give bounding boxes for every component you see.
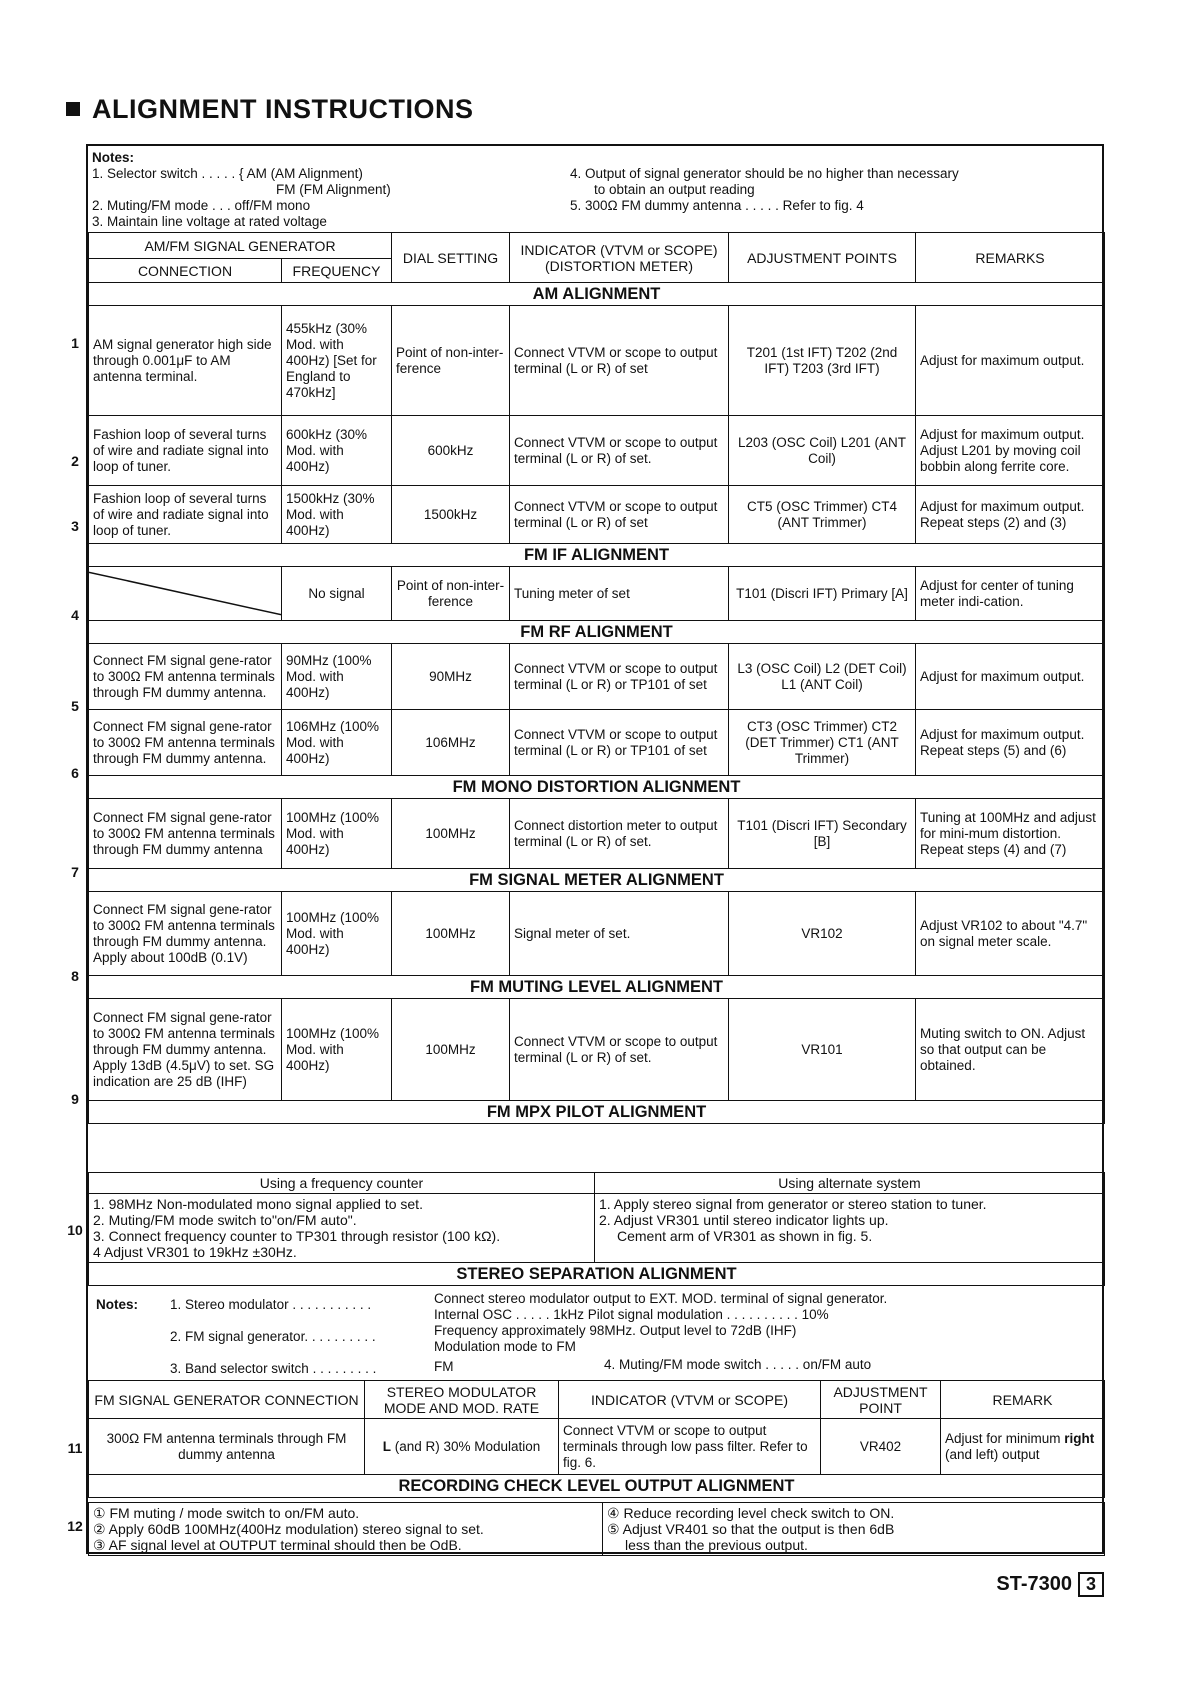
cell-indicator: Connect VTVM or scope to output terminal (L or R) of set.	[510, 416, 729, 486]
table-row	[89, 799, 1105, 869]
notes-right	[570, 166, 1090, 214]
diagonal-line	[89, 567, 281, 620]
table-row	[89, 306, 1105, 416]
cell-connection: Fashion loop of several turns of wire and radiate signal into loop of tuner.	[89, 416, 282, 486]
mpx-step: 1. 98MHz Non-modulated mono signal applied to set.	[93, 1196, 423, 1212]
mpx-table	[88, 1172, 1105, 1286]
stereo-notes	[96, 1291, 1096, 1377]
recording-step: ① FM muting / mode switch to on/FM auto.	[93, 1505, 360, 1521]
recording-right-steps	[603, 1503, 1105, 1556]
step-number: 12	[67, 1518, 83, 1534]
remark-text: (and left) output	[945, 1446, 1040, 1462]
cell-indicator: Signal meter of set.	[510, 892, 729, 976]
cell-remarks: Tuning at 100MHz and adjust for mini-mum distortion. Repeat steps (4) and (7)	[916, 799, 1105, 869]
cell-dial: Point of non-inter-ference	[392, 306, 510, 416]
table-row	[89, 416, 1105, 486]
section-fm-signal: FM SIGNAL METER ALIGNMENT	[89, 869, 1105, 892]
cell-adjustment: T201 (1st IFT) T202 (2nd IFT) T203 (3rd IFT)	[729, 306, 916, 416]
modulator-channel: L	[382, 1438, 391, 1454]
recording-step: less than the previous output.	[625, 1537, 808, 1553]
cell-frequency: No signal	[282, 567, 392, 621]
cell-frequency: 100MHz (100% Mod. with 400Hz)	[282, 892, 392, 976]
mpx-left-steps	[89, 1194, 595, 1263]
cell-indicator: Connect distortion meter to output terminal (L or R) of set.	[510, 799, 729, 869]
step-number: 1	[71, 335, 79, 351]
section-stereo: STEREO SEPARATION ALIGNMENT	[89, 1263, 1105, 1286]
cell-indicator: Connect VTVM or scope to output terminal (L or R) of set.	[510, 999, 729, 1101]
recording-step: ⑤ Adjust VR401 so that the output is then 6dB	[607, 1521, 895, 1537]
cell-adjustment: T101 (Discri IFT) Secondary [B]	[729, 799, 916, 869]
stereo-note: 4. Muting/FM mode switch . . . . . on/FM auto	[604, 1357, 872, 1372]
cell-remarks: Adjust for center of tuning meter indi-cation.	[916, 567, 1105, 621]
cell-remark	[941, 1419, 1105, 1475]
cell-dial: 100MHz	[392, 999, 510, 1101]
section-fm-if: FM IF ALIGNMENT	[89, 544, 1105, 567]
cell-frequency: 106MHz (100% Mod. with 400Hz)	[282, 710, 392, 776]
cell-frequency: 90MHz (100% Mod. with 400Hz)	[282, 644, 392, 710]
cell-indicator: Connect VTVM or scope to output terminal (L or R) of set	[510, 486, 729, 544]
header-indicator: INDICATOR (VTVM or SCOPE) (DISTORTION METER)	[510, 233, 729, 283]
section-fm-mono: FM MONO DISTORTION ALIGNMENT	[89, 776, 1105, 799]
header-fm-generator: FM SIGNAL GENERATOR CONNECTION	[89, 1381, 365, 1419]
mpx-right-steps	[595, 1194, 1105, 1263]
cell-adjustment: VR102	[729, 892, 916, 976]
notes-left	[92, 150, 552, 230]
cell-adjustment: VR101	[729, 999, 916, 1101]
step-number: 4	[71, 607, 79, 623]
cell-remarks: Adjust for maximum output. Repeat steps (2) and (3)	[916, 486, 1105, 544]
alignment-table	[88, 232, 1105, 1124]
cell-dial: 600kHz	[392, 416, 510, 486]
header-remarks: REMARKS	[916, 233, 1105, 283]
step-number: 11	[67, 1440, 83, 1456]
notes-label: Notes:	[92, 150, 135, 165]
step-number: 7	[71, 864, 79, 880]
cell-connection-blank	[89, 567, 282, 621]
note-line: FM (FM Alignment)	[276, 182, 391, 197]
header-modulator: STEREO MODULATOR MODE AND MOD. RATE	[365, 1381, 559, 1419]
cell-indicator: Connect VTVM or scope to output terminal (L or R) or TP101 of set	[510, 644, 729, 710]
cell-dial: 106MHz	[392, 710, 510, 776]
recording-step: ② Apply 60dB 100MHz(400Hz modulation) stereo signal to set.	[93, 1521, 484, 1537]
table-row	[89, 892, 1105, 976]
header-connection: CONNECTION	[89, 259, 282, 283]
recording-table	[88, 1502, 1105, 1556]
stereo-note: Frequency approximately 98MHz. Output level to 72dB (IHF)	[434, 1323, 797, 1338]
page-footer	[996, 1572, 1104, 1597]
stereo-note: Modulation mode to FM	[434, 1339, 576, 1354]
cell-frequency: 100MHz (100% Mod. with 400Hz)	[282, 799, 392, 869]
header-adjustment: ADJUSTMENT POINT	[821, 1381, 941, 1419]
table-row	[89, 1503, 1105, 1556]
stereo-note: Internal OSC . . . . . 1kHz Pilot signal modulation . . . . . . . . . . 10%	[434, 1307, 829, 1322]
page-title-text: ALIGNMENT INSTRUCTIONS	[92, 94, 474, 124]
note-line: 4. Output of signal generator should be no higher than necessary	[570, 166, 959, 181]
section-recording: RECORDING CHECK LEVEL OUTPUT ALIGNMENT	[89, 1475, 1105, 1498]
table-row	[89, 710, 1105, 776]
modulator-rate: (and R) 30% Modulation	[394, 1438, 541, 1454]
cell-frequency: 600kHz (30% Mod. with 400Hz)	[282, 416, 392, 486]
cell-connection: Fashion loop of several turns of wire and radiate signal into loop of tuner.	[89, 486, 282, 544]
recording-step: ③ AF signal level at OUTPUT terminal should then be OdB.	[93, 1537, 462, 1553]
step-number: 3	[71, 518, 79, 534]
cell-remarks: Adjust for maximum output.	[916, 644, 1105, 710]
section-fm-muting: FM MUTING LEVEL ALIGNMENT	[89, 976, 1105, 999]
cell-dial: 90MHz	[392, 644, 510, 710]
table-row	[89, 486, 1105, 544]
stereo-notes-label: Notes:	[96, 1297, 139, 1312]
step-number: 6	[71, 765, 79, 781]
note-line: 3. Maintain line voltage at rated voltage	[92, 214, 327, 229]
mpx-left-title: Using a frequency counter	[89, 1173, 595, 1194]
cell-dial: 1500kHz	[392, 486, 510, 544]
bullet-square-icon	[66, 102, 80, 116]
step-number: 2	[71, 453, 79, 469]
cell-remarks: Adjust for maximum output. Adjust L201 by moving coil bobbin along ferrite core.	[916, 416, 1105, 486]
header-dial: DIAL SETTING	[392, 233, 510, 283]
recording-left-steps	[89, 1503, 603, 1556]
cell-frequency: 455kHz (30% Mod. with 400Hz) [Set for England to 470kHz]	[282, 306, 392, 416]
cell-dial: Point of non-inter-ference	[392, 567, 510, 621]
table-row	[89, 1419, 1105, 1475]
cell-dial: 100MHz	[392, 799, 510, 869]
mpx-step: 4 Adjust VR301 to 19kHz ±30Hz.	[93, 1244, 297, 1260]
mpx-step: 2. Adjust VR301 until stereo indicator lights up.	[599, 1212, 889, 1228]
stereo-note: 1. Stereo modulator . . . . . . . . . . .	[170, 1297, 372, 1312]
page-title	[66, 94, 474, 125]
mpx-step: 1. Apply stereo signal from generator or stereo station to tuner.	[599, 1196, 987, 1212]
header-indicator: INDICATOR (VTVM or SCOPE)	[559, 1381, 821, 1419]
cell-modulator	[365, 1419, 559, 1475]
cell-adjustment: L203 (OSC Coil) L201 (ANT Coil)	[729, 416, 916, 486]
table-row	[89, 1194, 1105, 1263]
step-number: 9	[71, 1091, 79, 1107]
header-adjustment: ADJUSTMENT POINTS	[729, 233, 916, 283]
cell-connection: Connect FM signal gene-rator to 300Ω FM antenna terminals through FM dummy antenna. Apply about 100dB (0.1V)	[89, 892, 282, 976]
cell-generator: 300Ω FM antenna terminals through FM dummy antenna	[89, 1419, 365, 1475]
cell-connection: Connect FM signal gene-rator to 300Ω FM antenna terminals through FM dummy antenna.	[89, 710, 282, 776]
step-number: 8	[71, 968, 79, 984]
cell-dial: 100MHz	[392, 892, 510, 976]
cell-remarks: Adjust for maximum output.	[916, 306, 1105, 416]
mpx-step: 3. Connect frequency counter to TP301 through resistor (100 kΩ).	[93, 1228, 501, 1244]
cell-frequency: 1500kHz (30% Mod. with 400Hz)	[282, 486, 392, 544]
step-number: 10	[67, 1222, 83, 1238]
cell-indicator: Tuning meter of set	[510, 567, 729, 621]
stereo-note: 2. FM signal generator. . . . . . . . . .	[170, 1329, 376, 1344]
cell-connection: Connect FM signal gene-rator to 300Ω FM antenna terminals through FM dummy antenna. Apply 13dB (4.5μV) to set. SG indication are 25 dB (IHF)	[89, 999, 282, 1101]
cell-connection: Connect FM signal gene-rator to 300Ω FM antenna terminals through FM dummy antenna.	[89, 644, 282, 710]
cell-indicator: Connect VTVM or scope to output terminals through low pass filter. Refer to fig. 6.	[559, 1419, 821, 1475]
stereo-table	[88, 1380, 1105, 1498]
mpx-step: 2. Muting/FM mode switch to"on/FM auto".	[93, 1212, 357, 1228]
note-line: 5. 300Ω FM dummy antenna . . . . . Refer to fig. 4	[570, 198, 864, 213]
note-line: to obtain an output reading	[594, 182, 755, 197]
cell-adjustment: CT5 (OSC Trimmer) CT4 (ANT Trimmer)	[729, 486, 916, 544]
table-row	[89, 644, 1105, 710]
header-frequency: FREQUENCY	[282, 259, 392, 283]
cell-remarks: Muting switch to ON. Adjust so that output can be obtained.	[916, 999, 1105, 1101]
header-generator: AM/FM SIGNAL GENERATOR	[89, 233, 392, 259]
section-am: AM ALIGNMENT	[89, 283, 1105, 306]
cell-connection: AM signal generator high side through 0.001μF to AM antenna terminal.	[89, 306, 282, 416]
table-row	[89, 999, 1105, 1101]
recording-step: ④ Reduce recording level check switch to ON.	[607, 1505, 895, 1521]
remark-text: Adjust for minimum	[945, 1430, 1061, 1446]
cell-connection: Connect FM signal gene-rator to 300Ω FM antenna terminals through FM dummy antenna	[89, 799, 282, 869]
stereo-note: FM	[434, 1359, 454, 1374]
cell-adjustment: L3 (OSC Coil) L2 (DET Coil) L1 (ANT Coil)	[729, 644, 916, 710]
step-number: 5	[71, 698, 79, 714]
stereo-note: 3. Band selector switch . . . . . . . . .	[170, 1361, 377, 1376]
mpx-step: Cement arm of VR301 as shown in fig. 5.	[617, 1228, 873, 1244]
cell-remarks: Adjust for maximum output. Repeat steps (5) and (6)	[916, 710, 1105, 776]
mpx-right-title: Using alternate system	[595, 1173, 1105, 1194]
note-line: 2. Muting/FM mode . . . off/FM mono	[92, 198, 311, 213]
section-fm-rf: FM RF ALIGNMENT	[89, 621, 1105, 644]
remark-bold: right	[1064, 1430, 1095, 1446]
model-number: ST-7300	[996, 1573, 1072, 1595]
cell-adjustment: VR402	[821, 1419, 941, 1475]
cell-indicator: Connect VTVM or scope to output terminal (L or R) of set	[510, 306, 729, 416]
page-number: 3	[1078, 1572, 1104, 1597]
cell-remarks: Adjust VR102 to about "4.7" on signal meter scale.	[916, 892, 1105, 976]
cell-adjustment: T101 (Discri IFT) Primary [A]	[729, 567, 916, 621]
cell-indicator: Connect VTVM or scope to output terminal (L or R) or TP101 of set	[510, 710, 729, 776]
section-fm-mpx: FM MPX PILOT ALIGNMENT	[89, 1101, 1105, 1124]
cell-adjustment: CT3 (OSC Trimmer) CT2 (DET Trimmer) CT1 (ANT Trimmer)	[729, 710, 916, 776]
note-line: 1. Selector switch . . . . . { AM (AM Alignment)	[92, 166, 363, 181]
cell-frequency: 100MHz (100% Mod. with 400Hz)	[282, 999, 392, 1101]
stereo-note: Connect stereo modulator output to EXT. MOD. terminal of signal generator.	[434, 1291, 888, 1306]
header-remark: REMARK	[941, 1381, 1105, 1419]
table-row	[89, 567, 1105, 621]
